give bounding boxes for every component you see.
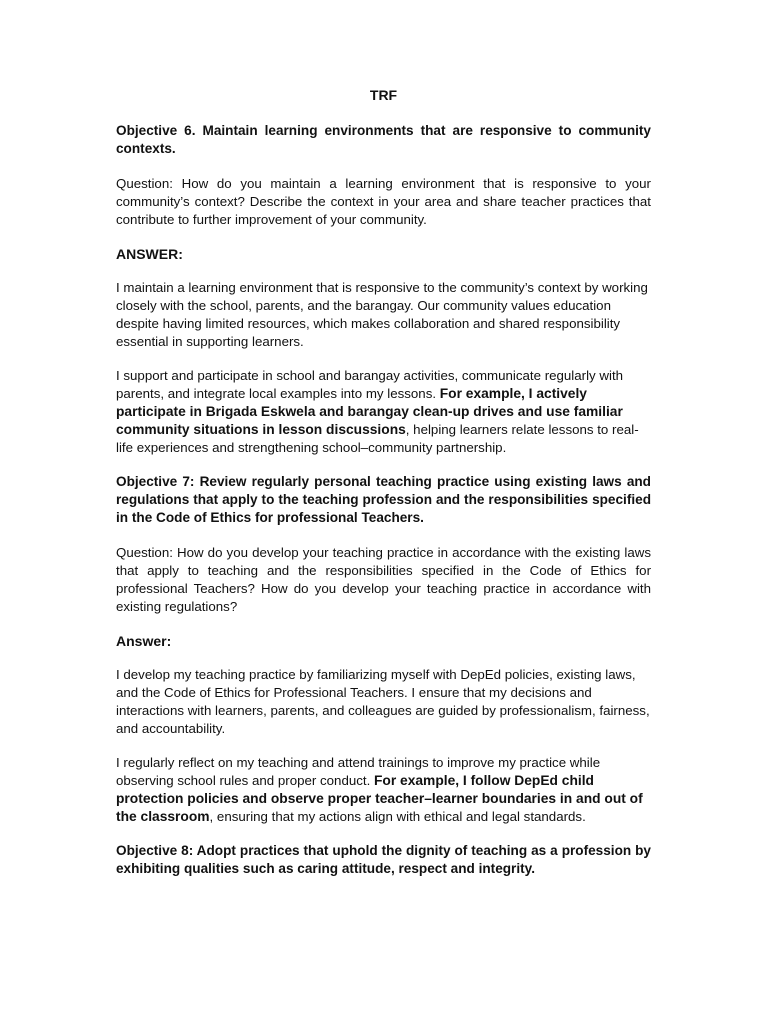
objective-7-paragraph-2-text-end: , ensuring that my actions align with ethical and legal standards. — [209, 809, 586, 824]
objective-7-heading: Objective 7: Review regularly personal teaching practice using existing laws and regulations that apply to the teaching profession and the responsibilities specified in the Code of Ethics for professional Teachers. — [116, 474, 651, 525]
objective-7-paragraph-2-text-start: I regularly reflect on my teaching and attend trainings to improve my practice while observing school rules and proper conduct. — [116, 755, 601, 788]
objective-8-heading: Objective 8: Adopt practices that uphold the dignity of teaching as a profession by exhibiting qualities such as caring attitude, respect and integrity. — [116, 843, 651, 876]
document-title: TRF — [369, 87, 398, 103]
objective-6-paragraph-2-text-start: I support and participate in school and barangay activities, communicate regularly with parents, and integrate local examples into my lessons. — [116, 368, 624, 401]
objective-7-answer-paragraph-1: I develop my teaching practice by familiarizing myself with DepEd policies, existing laws, and the Code of Ethics for Professional Teachers. I ensure that my decisions and interactions with learners, parents, and colleagues are guided by professionalism, fairness, and accountability. — [116, 667, 650, 736]
objective-6-answer-paragraph-2 — [116, 367, 651, 457]
objective-7-question: Question: How do you develop your teaching practice in accordance with the existing laws that apply to teaching and the responsibilities specified in the Code of Ethics for professional Teachers? How do you develop your teaching practice in accordance with existing regulations? — [116, 545, 651, 614]
objective-6-answer-label: ANSWER: — [116, 246, 183, 262]
objective-6-paragraph-2-emphasis: For example, I actively participate in Brigada Eskwela and barangay clean-up drives and use familiar community situations in lesson discussions — [116, 386, 623, 437]
objective-6-answer-paragraph-1: I maintain a learning environment that is responsive to the community’s context by working closely with the school, parents, and the barangay. Our community values education despite having limited resources, which makes collaboration and shared responsibility essential in supporting learners. — [116, 280, 648, 349]
objective-7-paragraph-2-emphasis: For example, I follow DepEd child protection policies and observe proper teacher–learner boundaries in and out of the classroom — [116, 773, 643, 824]
objective-6-heading: Objective 6. Maintain learning environments that are responsive to community contexts. — [116, 123, 651, 156]
objective-6-paragraph-2-text-end: , helping learners relate lessons to real-life experiences and strengthening school–community partnership. — [116, 422, 639, 455]
objective-6-question: Question: How do you maintain a learning environment that is responsive to your community’s context? Describe the context in your area and share teacher practices that contribute to further improvement of your community. — [116, 176, 651, 227]
document-page — [116, 86, 651, 895]
objective-7-answer-paragraph-2 — [116, 754, 651, 826]
objective-7-answer-label: Answer: — [116, 633, 172, 649]
